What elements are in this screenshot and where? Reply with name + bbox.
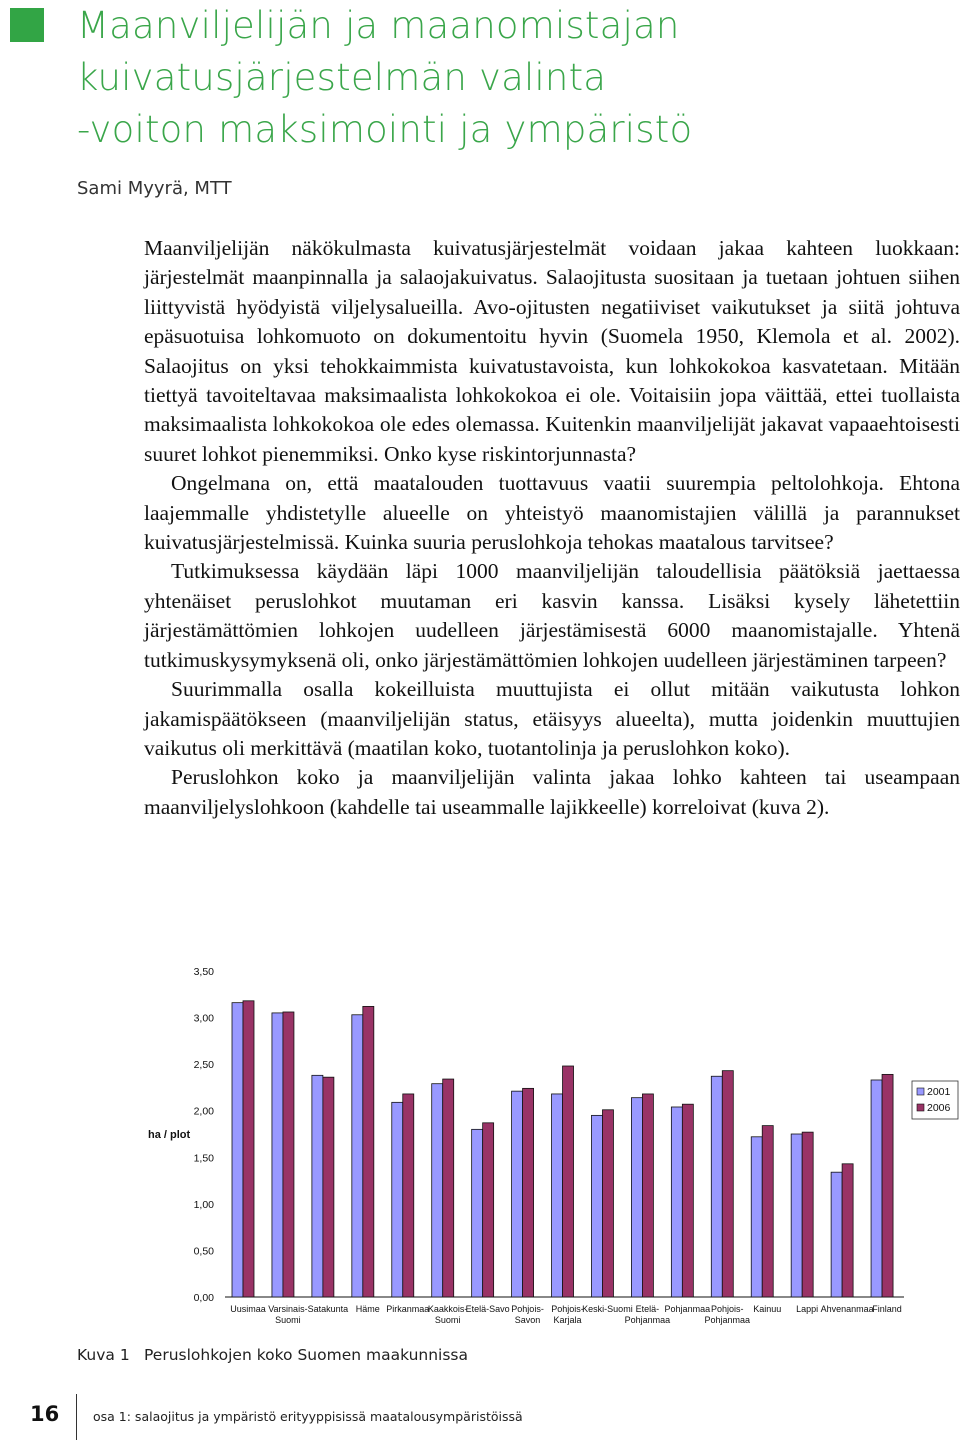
bar-2001: [472, 1129, 483, 1297]
bar-2001: [831, 1172, 842, 1297]
paragraph-3: Tutkimuksessa käydään läpi 1000 maanviljelijän taloudellisia päätöksiä jaettaessa yhtenäiset peruslohkot muutaman eri kasvin kanssa. Lisäksi kysely lähetettiin järjestämättömien lohkojen uudelleen järjestämisestä 6000 maanomistajalle. Yhtenä tutkimuskysymyksenä oli, onko järjestämättömien lohkojen uudelleen järjestäminen tarpeen?: [144, 559, 960, 672]
x-tick-label: Ahvenanmaa: [820, 1304, 874, 1314]
title-line-2: kuivatusjärjestelmän valinta: [77, 56, 607, 99]
bar-2001: [871, 1080, 882, 1297]
bar-2001: [791, 1134, 802, 1297]
x-tick-label: Pohjanmaa: [624, 1315, 671, 1325]
section-marker: [10, 8, 44, 42]
bar-chart: [0, 955, 960, 1335]
paragraph-1: Maanviljelijän näkökulmasta kuivatusjärjestelmät voidaan jakaa kahteen luokkaan: järjestelmät maanpinnalla ja salaojakuivatus. Salaojitusta suositaan ja tuetaan johtuen siihen liittyvistä hyödyistä viljelysalueilla. Avo-ojitusten negatiiviset vaikutukset ja siitä johtuva epäsuotuisa lohkomuoto on dokumentoitu hyvin (Suomela 1950, Klemola et al. 2002). Salaojitus on yksi tehokkaimmista kuivatustavoista, kun lohkokokoa kasvatetaan. Mitään tiettyä tavoiteltavaa maksimaalista lohkokokoa ei ole. Voitaisiin jopa väittää, ettei tuollaista maksimaalista lohkokokoa ole edes olemassa. Kuitenkin maanviljelijät jakavat vapaaehtoisesti suuret lohkot pienemmiksi. Onko kyse riskintorjunnasta?: [144, 236, 960, 466]
author: Sami Myyrä, MTT: [77, 178, 232, 199]
x-tick-label: Keski-Suomi: [582, 1304, 633, 1314]
bar-2001: [232, 1003, 243, 1297]
x-tick-label: Pohjanmaa: [664, 1304, 711, 1314]
bar-chart-svg: [0, 955, 960, 1335]
bar-2001: [392, 1102, 403, 1297]
figure-caption: [77, 1346, 468, 1364]
legend-label: 2001: [927, 1086, 951, 1098]
bar-2001: [312, 1075, 323, 1297]
paragraph-5: Peruslohkon koko ja maanviljelijän valinta jakaa lohko kahteen tai useampaan maanviljelyslohkoon (kahdelle tai useammalle lajikkeelle) korreloivat (kuva 2).: [144, 765, 960, 819]
bar-2006: [882, 1074, 893, 1297]
y-tick-label: 2,00: [193, 1105, 214, 1118]
bar-2006: [243, 1001, 254, 1297]
x-tick-label: Etelä-Savo: [465, 1304, 510, 1314]
caption-text: Peruslohkojen koko Suomen maakunnissa: [144, 1346, 469, 1364]
x-tick-label: Etelä-: [635, 1304, 660, 1314]
title-line-1: Maanviljelijän ja maanomistajan: [77, 4, 680, 47]
bar-2006: [563, 1066, 574, 1297]
bar-2001: [552, 1094, 563, 1297]
bar-2006: [403, 1094, 414, 1297]
article-body: [144, 234, 960, 822]
y-tick-label: 3,50: [193, 966, 214, 978]
x-tick-label: Satakunta: [307, 1304, 349, 1314]
bar-2001: [352, 1015, 363, 1297]
legend-label: 2006: [927, 1102, 951, 1114]
bar-2001: [671, 1107, 682, 1297]
paragraph-4: Suurimmalla osalla kokeilluista muuttujista ei ollut mitään vaikutusta lohkon jakamispäätökseen (maanviljelijän status, etäisyys alueelta), mutta joidenkin muuttujien vaikutus oli merkittävä (maatilan koko, tuotantolinja ja peruslohkon koko).: [144, 677, 960, 760]
x-tick-label: Pohjois-: [551, 1304, 584, 1314]
bar-2006: [602, 1110, 613, 1297]
bar-2006: [722, 1071, 733, 1297]
bar-2006: [762, 1126, 773, 1297]
y-tick-label: 3,00: [193, 1012, 214, 1025]
x-tick-label: Suomi: [275, 1315, 301, 1325]
bar-2001: [631, 1098, 642, 1297]
bar-2006: [363, 1006, 374, 1297]
x-tick-label: Häme: [355, 1304, 380, 1314]
x-tick-label: Pohjanmaa: [704, 1315, 751, 1325]
caption-label: Kuva 1: [77, 1346, 130, 1364]
x-tick-label: Varsinais-: [268, 1304, 308, 1314]
legend-swatch: [917, 1104, 924, 1111]
y-tick-label: 2,50: [193, 1059, 214, 1072]
bar-2006: [523, 1088, 534, 1297]
x-tick-label: Kaakkois-: [427, 1304, 468, 1314]
footer-text: osa 1: salaojitus ja ympäristö erityyppisissä maatalousympäristöissä: [93, 1409, 523, 1424]
y-tick-label: 1,00: [193, 1198, 214, 1211]
bar-2001: [272, 1013, 283, 1297]
page-title: [77, 0, 937, 156]
x-tick-label: Pohjois-: [711, 1304, 744, 1314]
x-tick-label: Savon: [514, 1315, 541, 1325]
bar-2006: [842, 1164, 853, 1297]
title-line-3: -voiton maksimointi ja ympäristö: [77, 108, 693, 151]
bar-2001: [512, 1091, 523, 1297]
y-axis-label: ha / plot: [148, 1129, 191, 1141]
x-tick-label: Karjala: [553, 1315, 582, 1325]
page-number: 16: [30, 1402, 60, 1426]
bar-2006: [483, 1123, 494, 1297]
bar-2006: [642, 1094, 653, 1297]
bar-2006: [682, 1104, 693, 1297]
bar-2001: [591, 1115, 602, 1297]
x-tick-label: Pohjois-: [511, 1304, 544, 1314]
x-tick-label: Uusimaa: [230, 1304, 266, 1314]
x-tick-label: Pirkanmaa: [386, 1304, 430, 1314]
bar-2006: [283, 1012, 294, 1297]
bar-2001: [711, 1076, 722, 1297]
x-tick-label: Lappi: [796, 1304, 819, 1314]
bar-2001: [751, 1137, 762, 1297]
x-tick-label: Suomi: [434, 1315, 461, 1325]
bar-2006: [443, 1079, 454, 1297]
x-tick-label: Finland: [872, 1304, 902, 1314]
paragraph-2: Ongelmana on, että maatalouden tuottavuus vaatii suurempia peltolohkoja. Ehtona laajemmalle yhdistetylle alueelle on yhteistyö maanomistajien välillä ja parannukset kuivatusjärjestelmissä. Kuinka suuria peruslohkoja tehokas maatalous tarvitsee?: [144, 471, 960, 555]
footer-divider: [76, 1394, 77, 1440]
legend-swatch: [917, 1088, 924, 1095]
y-tick-label: 0,50: [193, 1245, 214, 1258]
y-tick-label: 1,50: [193, 1152, 214, 1165]
bar-2006: [323, 1077, 334, 1297]
y-tick-label: 0,00: [193, 1292, 214, 1304]
x-tick-label: Kainuu: [753, 1304, 782, 1314]
bar-2006: [802, 1132, 813, 1297]
bar-2001: [432, 1084, 443, 1297]
